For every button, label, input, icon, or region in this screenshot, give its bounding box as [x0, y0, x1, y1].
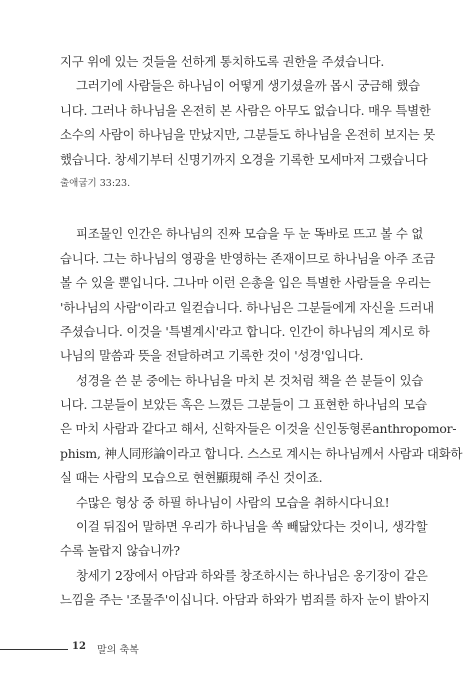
text-line: 느낌을 주는 '조물주'이십니다. 아담과 하와가 범죄를 하자 눈이 밝아지 — [60, 592, 430, 608]
text-line: 나님의 말씀과 뜻을 전달하려고 기록한 것이 '성경'입니다. — [60, 348, 364, 364]
page-number: 12 — [72, 641, 86, 652]
text-line: 창세기 2장에서 아담과 하와를 창조하시는 하나님은 옹기장이 같은 — [76, 567, 428, 583]
text-line: 니다. 그분들이 보았든 혹은 느꼈든 그분들이 그 표현한 하나님의 모습 — [60, 397, 427, 413]
text-line: 성경을 쓴 분 중에는 하나님을 마치 본 것처럼 책을 쓴 분들이 있습 — [76, 372, 424, 388]
text-line: 주셨습니다. 이것을 '특별계시'라고 합니다. 인간이 하나님의 계시로 하 — [60, 323, 430, 339]
body-text — [60, 50, 463, 613]
text-line: 지구 위에 있는 것들을 선하게 통치하도록 권한을 주셨습니다. — [60, 54, 385, 69]
text-line: 수많은 형상 중 하필 하나님이 사람의 모습을 취하시다니요! — [76, 494, 390, 510]
text-line: '하나님의 사람'이라고 일컫습니다. 하나님은 그분들에게 자신을 드러내 — [60, 299, 434, 315]
text-line: 이걸 뒤집어 말하면 우리가 하나님을 쏙 빼닮았다는 것이니, 생각할 — [76, 519, 428, 535]
citation: 출애굽기 33:23. — [60, 177, 131, 189]
footer-rule — [0, 649, 68, 650]
text-line: 실 때는 사람의 모습으로 현현顯現해 주신 것이죠. — [60, 470, 323, 486]
book-title: 말의 축복 — [97, 645, 139, 656]
text-line: 피조물인 인간은 하나님의 진짜 모습을 두 눈 똑바로 뜨고 볼 수 없 — [76, 226, 424, 242]
text-line: 수록 놀랍지 않습니까? — [60, 543, 180, 559]
text-line: 했습니다. 창세기부터 신명기까지 오경을 기록한 모세마저 그랬습니다 — [60, 151, 428, 167]
text-line: 은 마치 사람과 같다고 해서, 신학자들은 이것을 신인동형론anthropomor- — [60, 421, 457, 437]
text-line: 습니다. 그는 하나님의 영광을 반영하는 존재이므로 하나님을 아주 조금 — [60, 250, 435, 266]
text-line: 그러기에 사람들은 하나님이 어떻게 생기셨을까 몹시 궁금해 했습 — [76, 78, 420, 94]
text-line: phism, 神人同形論이라고 합니다. 스스로 계시는 하나님께서 사람과 대화하 — [60, 445, 463, 461]
text-line: 볼 수 있을 뿐입니다. 그나마 이런 은총을 입은 특별한 사람들을 우리는 — [60, 275, 431, 291]
paragraph-gap — [60, 196, 410, 222]
text-line: 소수의 사람이 하나님을 만났지만, 그분들도 하나님을 온전히 보지는 못 — [60, 127, 435, 143]
text-line: 니다. 그러나 하나님을 온전히 본 사람은 아무도 없습니다. 매우 특별한 — [60, 102, 431, 118]
